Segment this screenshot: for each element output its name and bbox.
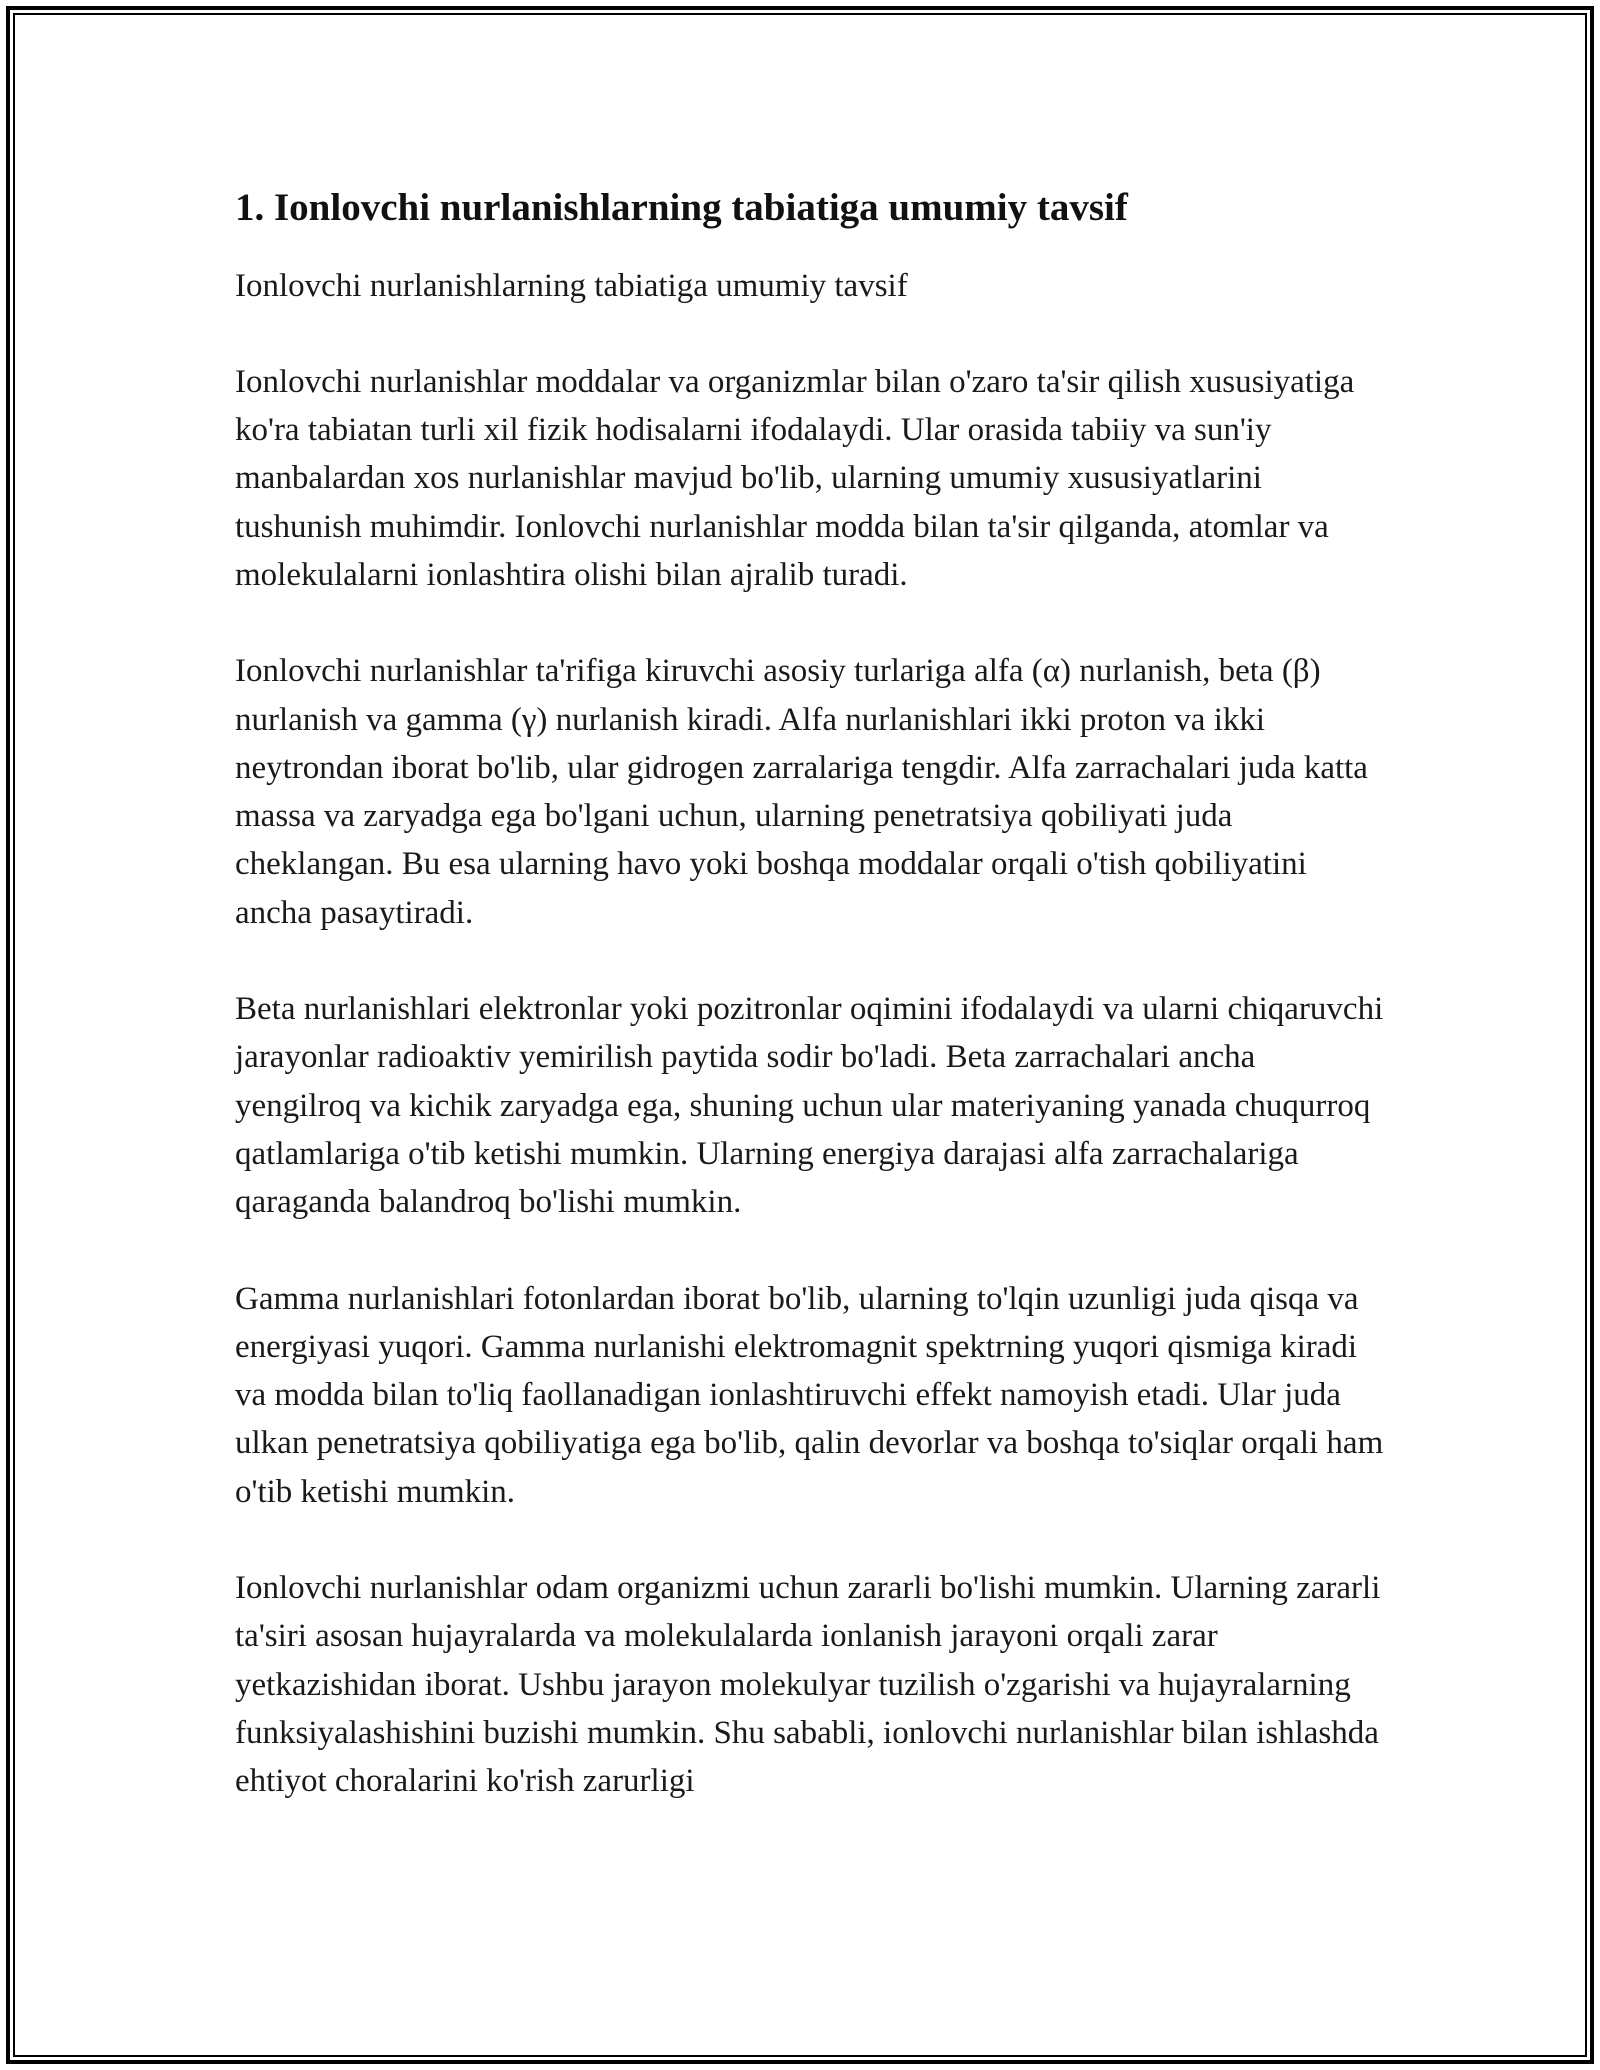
paragraph-gamma-radiation: Gamma nurlanishlari fotonlardan iborat bo'lib, ularning to'lqin uzunligi juda qisqa va energiyasi yuqori. Gamma nurlanishi elektromagnit spektrning yuqori qismiga kiradi va modda bilan to'liq faollanadigan ionlashtiruvchi effekt namoyish etadi. Ular juda ulkan penetratsiya qobiliyatiga ega bo'lib, qalin devorlar va boshqa to'siqlar orqali ham o'tib ketishi mumkin. (235, 1280, 1384, 1510)
paragraph-intro: Ionlovchi nurlanishlar moddalar va organizmlar bilan o'zaro ta'sir qilish xususiyatiga ko'ra tabiatan turli xil fizik hodisalarni ifodalaydi. Ular orasida tabiiy va sun'iy manbalardan xos nurlanishlar mavjud bo'lib, ularning umumiy xususiyatlarini tushunish muhimdir. Ionlovchi nurlanishlar modda bilan ta'sir qilganda, atomlar va molekulalarni ionlashtira olishi bilan ajralib turadi. (235, 363, 1355, 593)
section-heading: 1. Ionlovchi nurlanishlarning tabiatiga umumiy tavsif (235, 186, 1128, 229)
section-subtitle: Ionlovchi nurlanishlarning tabiatiga umumiy tavsif (235, 267, 908, 304)
paragraph-beta-radiation: Beta nurlanishlari elektronlar yoki pozitronlar oqimini ifodalaydi va ularni chiqaruvchi jarayonlar radioaktiv yemirilish paytida sodir bo'ladi. Beta zarrachalari ancha yengilroq va kichik zaryadga ega, shuning uchun ular materiyaning yanada chuqurroq qatlamlariga o'tib ketishi mumkin. Ularning energiya darajasi alfa zarrachalariga qaraganda balandroq bo'lishi mumkin. (235, 991, 1384, 1221)
paragraph-health-effects: Ionlovchi nurlanishlar odam organizmi uchun zararli bo'lishi mumkin. Ularning zararli ta'siri asosan hujayralarda va molekulalarda ionlanish jarayoni orqali zarar yetkazishidan iborat. Ushbu jarayon molekulyar tuzilish o'zgarishi va hujayralarning funksiyalashishini buzishi mumkin. Shu sababli, ionlovchi nurlanishlar bilan ishlashda ehtiyot choralarini ko'rish zarurligi (235, 1570, 1381, 1800)
document-body (235, 185, 1385, 1854)
paragraph-radiation-types: Ionlovchi nurlanishlar ta'rifiga kiruvchi asosiy turlariga alfa (α) nurlanish, beta (β) nurlanish va gamma (γ) nurlanish kiradi. Alfa nurlanishlari ikki proton va ikki neytrondan iborat bo'lib, ular gidrogen zarralariga tengdir. Alfa zarrachalari juda katta massa va zaryadga ega bo'lgani uchun, ularning penetratsiya qobiliyati juda cheklangan. Bu esa ularning havo yoki boshqa moddalar orqali o'tish qobiliyatini ancha pasaytiradi. (235, 653, 1368, 931)
